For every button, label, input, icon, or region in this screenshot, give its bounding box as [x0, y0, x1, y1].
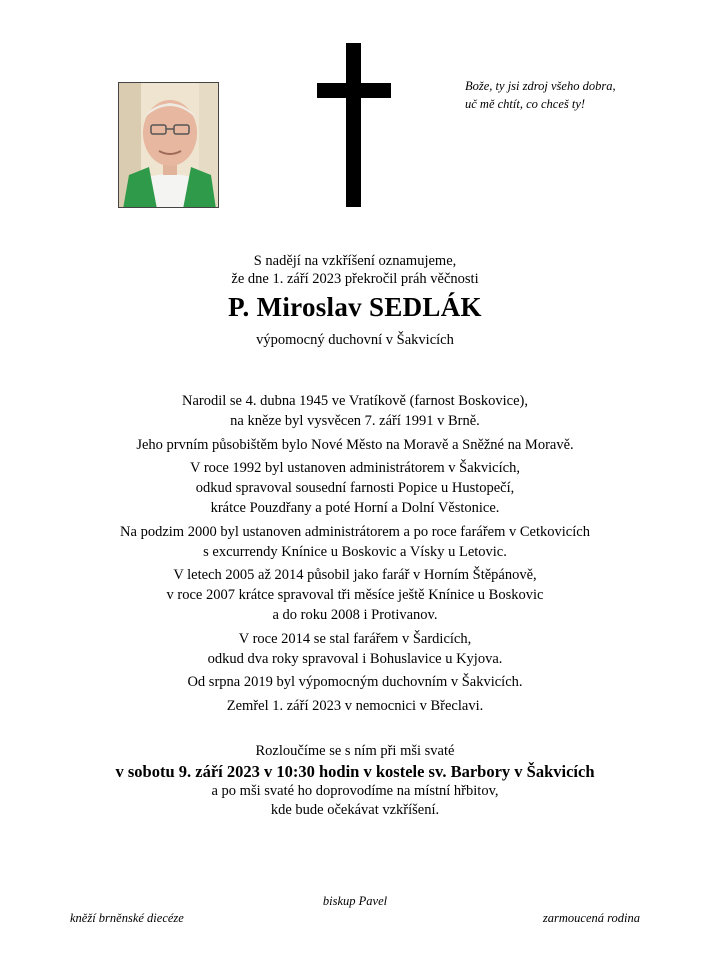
signature-clergy: kněží brněnské diecéze: [70, 911, 184, 925]
motto-line: Bože, ty jsi zdroj všeho dobra,: [465, 79, 616, 93]
deceased-role: výpomocný duchovní v Šakvicích: [256, 332, 454, 348]
motto-line: uč mě chtít, co chceš ty!: [465, 97, 586, 111]
signature-bishop: biskup Pavel: [322, 894, 388, 908]
intro-line: že dne 1. září 2023 překročil práh věčnosti: [231, 271, 479, 287]
bio-line: odkud spravoval sousední farnosti Popice u Hustopečí,: [195, 480, 515, 496]
bio-paragraph: [0, 672, 710, 692]
funeral-info: [0, 742, 710, 820]
funeral-line: kde bude očekávat vzkříšení.: [270, 802, 440, 818]
bio-paragraph: [0, 629, 710, 669]
funeral-line: Rozloučíme se s ním při mši svaté: [255, 743, 455, 759]
bio-paragraph: [0, 458, 710, 518]
bio-paragraph: [0, 696, 710, 716]
bio-line: na kněze byl vysvěcen 7. září 1991 v Brně.: [230, 413, 480, 429]
bio-line: a do roku 2008 i Protivanov.: [272, 607, 438, 623]
bio-line: V letech 2005 až 2014 působil jako farář v Horním Štěpánově,: [173, 567, 537, 583]
portrait-photo: [118, 82, 219, 208]
announcement-intro: [0, 252, 710, 288]
deceased-name: P. Miroslav SEDLÁK: [228, 292, 482, 322]
bio-paragraph: [0, 565, 710, 625]
bio-paragraph: [0, 435, 710, 455]
bio-paragraph: [0, 391, 710, 431]
bio-line: v roce 2007 krátce spravoval tři měsíce ještě Knínice u Boskovic: [166, 587, 544, 603]
cross-icon-bar: [317, 83, 391, 98]
bio-paragraph: [0, 522, 710, 562]
bio-line: krátce Pouzdřany a poté Horní a Dolní Věstonice.: [210, 500, 500, 516]
bio-line: V roce 2014 se stal farářem v Šardicích,: [238, 630, 472, 647]
bio-line: Na podzim 2000 byl ustanoven administrátorem a po roce farářem v Cetkovicích: [120, 523, 590, 540]
bio-line: Zemřel 1. září 2023 v nemocnici v Břeclavi.: [226, 697, 484, 714]
bio-line: Od srpna 2019 byl výpomocným duchovním v Šakvicích.: [187, 674, 523, 690]
bio-line: odkud dva roky spravoval i Bohuslavice u Kyjova.: [207, 650, 503, 667]
funeral-line: a po mši svaté ho doprovodíme na místní hřbitov,: [211, 783, 499, 799]
motto: [465, 77, 695, 113]
bio-line: Jeho prvním působištěm bylo Nové Město na Moravě a Sněžné na Moravě.: [136, 436, 574, 453]
bio-line: V roce 1992 byl ustanoven administrátorem v Šakvicích,: [190, 460, 520, 476]
biography: [0, 391, 710, 719]
portrait-illustration: [119, 83, 219, 208]
signature-family: zarmoucená rodina: [542, 911, 640, 925]
bio-line: s excurrendy Knínice u Boskovic a Vísky u Letovic.: [203, 543, 507, 560]
bio-line: Narodil se 4. dubna 1945 ve Vratíkově (farnost Boskovice),: [182, 393, 528, 409]
cross-icon: [346, 43, 361, 207]
intro-line: S nadějí na vzkříšení oznamujeme,: [253, 253, 457, 269]
funeral-date-time: v sobotu 9. září 2023 v 10:30 hodin v kostele sv. Barbory v Šakvicích: [115, 762, 595, 781]
